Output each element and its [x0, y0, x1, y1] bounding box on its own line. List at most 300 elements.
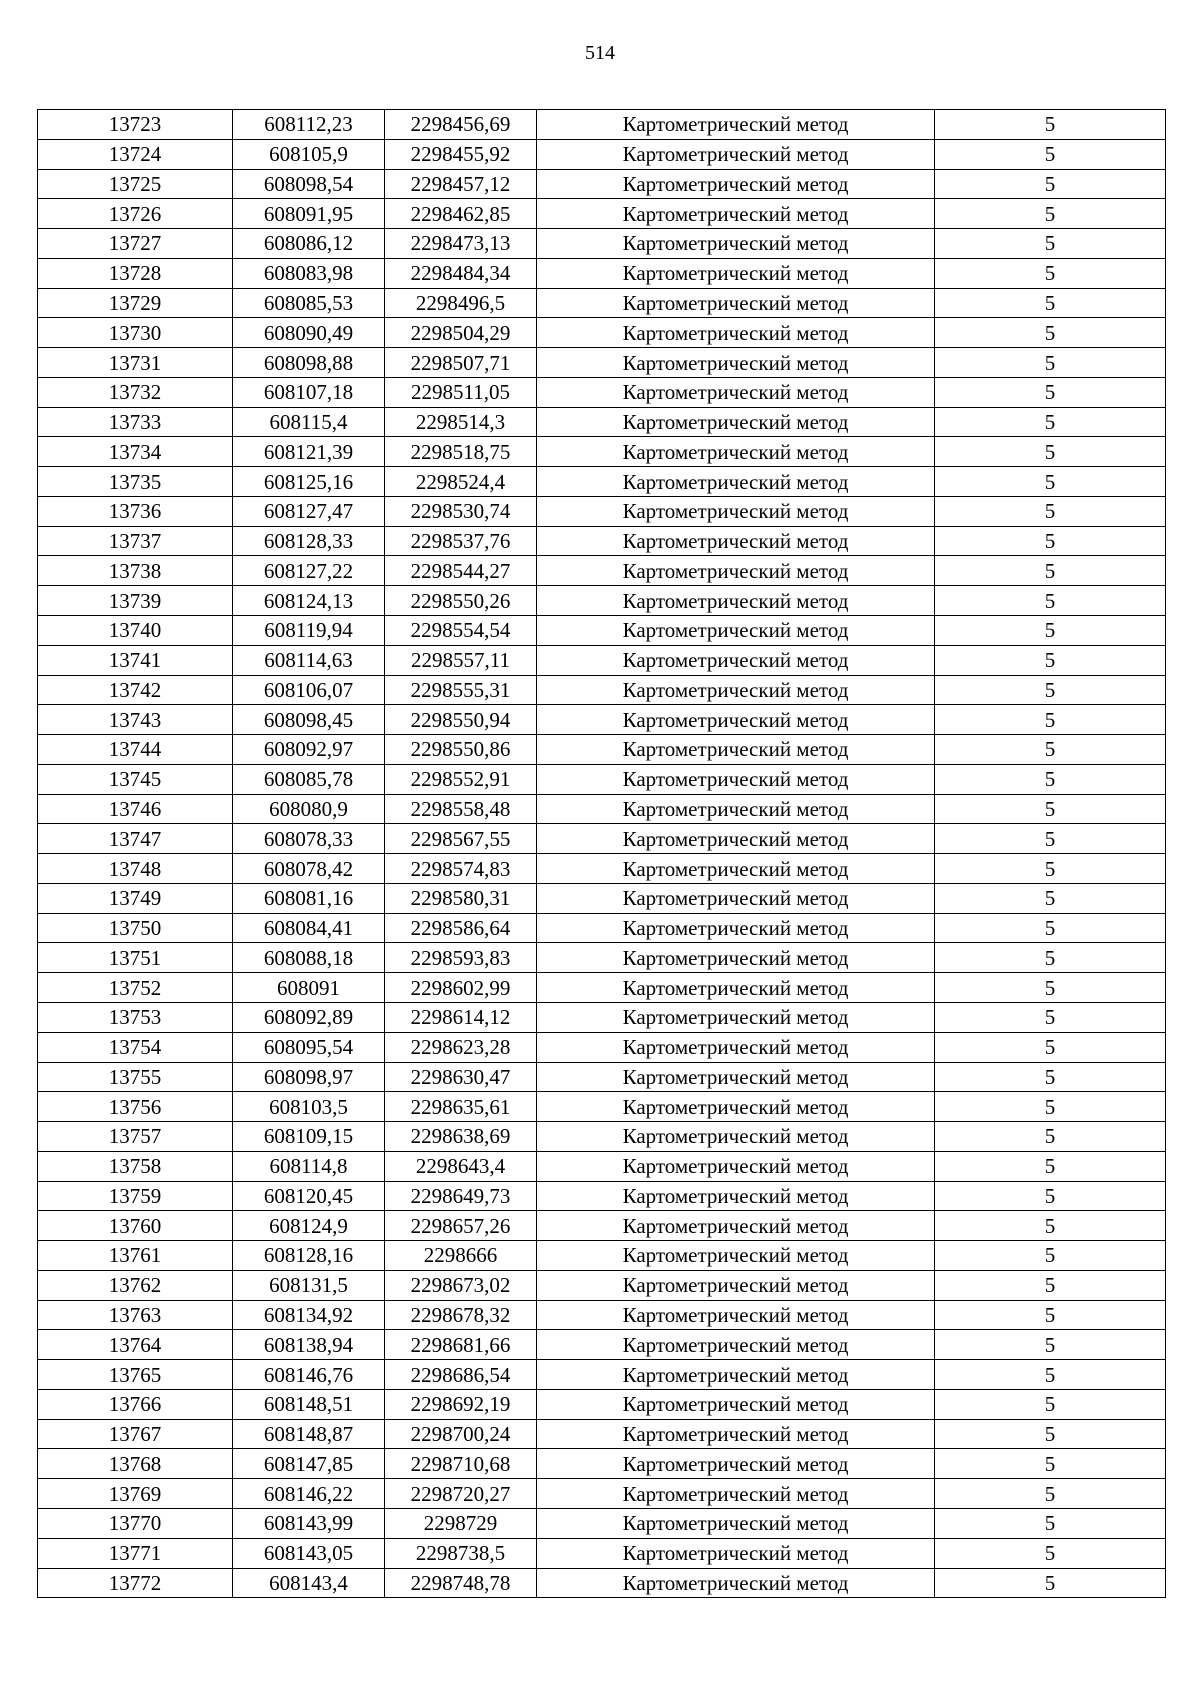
y-coordinate-cell: 2298574,83: [385, 854, 537, 884]
precision-cell: 5: [935, 199, 1166, 229]
precision-cell: 5: [935, 1270, 1166, 1300]
table-row: [38, 1508, 1166, 1538]
point-number-cell: 13754: [38, 1032, 233, 1062]
y-coordinate-cell: 2298700,24: [385, 1419, 537, 1449]
y-coordinate-cell: 2298649,73: [385, 1181, 537, 1211]
table-row: [38, 705, 1166, 735]
point-number-cell: 13742: [38, 675, 233, 705]
y-coordinate-cell: 2298550,94: [385, 705, 537, 735]
precision-cell: 5: [935, 1389, 1166, 1419]
x-coordinate-cell: 608091: [233, 973, 385, 1003]
table-row: [38, 496, 1166, 526]
y-coordinate-cell: 2298504,29: [385, 318, 537, 348]
method-cell: Картометрический метод: [537, 1151, 935, 1181]
y-coordinate-cell: 2298552,91: [385, 764, 537, 794]
precision-cell: 5: [935, 1360, 1166, 1390]
x-coordinate-cell: 608124,13: [233, 586, 385, 616]
y-coordinate-cell: 2298710,68: [385, 1449, 537, 1479]
x-coordinate-cell: 608078,33: [233, 824, 385, 854]
y-coordinate-cell: 2298473,13: [385, 229, 537, 259]
y-coordinate-cell: 2298729: [385, 1508, 537, 1538]
point-number-cell: 13744: [38, 735, 233, 765]
x-coordinate-cell: 608103,5: [233, 1092, 385, 1122]
y-coordinate-cell: 2298530,74: [385, 496, 537, 526]
method-cell: Картометрический метод: [537, 199, 935, 229]
table-row: [38, 735, 1166, 765]
point-number-cell: 13751: [38, 943, 233, 973]
precision-cell: 5: [935, 348, 1166, 378]
precision-cell: 5: [935, 616, 1166, 646]
method-cell: Картометрический метод: [537, 1032, 935, 1062]
table-row: [38, 437, 1166, 467]
point-number-cell: 13752: [38, 973, 233, 1003]
x-coordinate-cell: 608121,39: [233, 437, 385, 467]
x-coordinate-cell: 608124,9: [233, 1211, 385, 1241]
x-coordinate-cell: 608138,94: [233, 1330, 385, 1360]
precision-cell: 5: [935, 1002, 1166, 1032]
table-row: [38, 1151, 1166, 1181]
method-cell: Картометрический метод: [537, 288, 935, 318]
table-row: [38, 764, 1166, 794]
point-number-cell: 13761: [38, 1241, 233, 1271]
table-row: [38, 586, 1166, 616]
x-coordinate-cell: 608107,18: [233, 377, 385, 407]
x-coordinate-cell: 608143,99: [233, 1508, 385, 1538]
precision-cell: 5: [935, 258, 1166, 288]
x-coordinate-cell: 608148,87: [233, 1419, 385, 1449]
table-row: [38, 1211, 1166, 1241]
y-coordinate-cell: 2298558,48: [385, 794, 537, 824]
y-coordinate-cell: 2298657,26: [385, 1211, 537, 1241]
precision-cell: 5: [935, 169, 1166, 199]
table-row: [38, 943, 1166, 973]
method-cell: Картометрический метод: [537, 883, 935, 913]
x-coordinate-cell: 608086,12: [233, 229, 385, 259]
x-coordinate-cell: 608088,18: [233, 943, 385, 973]
point-number-cell: 13747: [38, 824, 233, 854]
x-coordinate-cell: 608090,49: [233, 318, 385, 348]
method-cell: Картометрический метод: [537, 1330, 935, 1360]
precision-cell: 5: [935, 496, 1166, 526]
y-coordinate-cell: 2298457,12: [385, 169, 537, 199]
point-number-cell: 13732: [38, 377, 233, 407]
point-number-cell: 13741: [38, 645, 233, 675]
method-cell: Картометрический метод: [537, 943, 935, 973]
y-coordinate-cell: 2298748,78: [385, 1568, 537, 1598]
point-number-cell: 13756: [38, 1092, 233, 1122]
x-coordinate-cell: 608127,22: [233, 556, 385, 586]
method-cell: Картометрический метод: [537, 139, 935, 169]
y-coordinate-cell: 2298602,99: [385, 973, 537, 1003]
table-row: [38, 913, 1166, 943]
y-coordinate-cell: 2298686,54: [385, 1360, 537, 1390]
precision-cell: 5: [935, 556, 1166, 586]
precision-cell: 5: [935, 883, 1166, 913]
precision-cell: 5: [935, 139, 1166, 169]
precision-cell: 5: [935, 794, 1166, 824]
precision-cell: 5: [935, 1538, 1166, 1568]
y-coordinate-cell: 2298614,12: [385, 1002, 537, 1032]
y-coordinate-cell: 2298518,75: [385, 437, 537, 467]
y-coordinate-cell: 2298524,4: [385, 467, 537, 497]
y-coordinate-cell: 2298557,11: [385, 645, 537, 675]
x-coordinate-cell: 608147,85: [233, 1449, 385, 1479]
y-coordinate-cell: 2298630,47: [385, 1062, 537, 1092]
method-cell: Картометрический метод: [537, 824, 935, 854]
table-row: [38, 556, 1166, 586]
point-number-cell: 13745: [38, 764, 233, 794]
y-coordinate-cell: 2298455,92: [385, 139, 537, 169]
method-cell: Картометрический метод: [537, 794, 935, 824]
point-number-cell: 13728: [38, 258, 233, 288]
method-cell: Картометрический метод: [537, 854, 935, 884]
table-row: [38, 229, 1166, 259]
precision-cell: 5: [935, 973, 1166, 1003]
coordinates-table: [37, 109, 1166, 1598]
x-coordinate-cell: 608085,78: [233, 764, 385, 794]
y-coordinate-cell: 2298484,34: [385, 258, 537, 288]
method-cell: Картометрический метод: [537, 1360, 935, 1390]
method-cell: Картометрический метод: [537, 1389, 935, 1419]
table-row: [38, 199, 1166, 229]
table-row: [38, 1002, 1166, 1032]
method-cell: Картометрический метод: [537, 973, 935, 1003]
page-number: 514: [585, 42, 615, 64]
x-coordinate-cell: 608114,63: [233, 645, 385, 675]
x-coordinate-cell: 608091,95: [233, 199, 385, 229]
table-row: [38, 824, 1166, 854]
precision-cell: 5: [935, 943, 1166, 973]
precision-cell: 5: [935, 437, 1166, 467]
x-coordinate-cell: 608109,15: [233, 1122, 385, 1152]
table-row: [38, 883, 1166, 913]
table-row: [38, 467, 1166, 497]
precision-cell: 5: [935, 377, 1166, 407]
table-row: [38, 1538, 1166, 1568]
table-row: [38, 794, 1166, 824]
x-coordinate-cell: 608131,5: [233, 1270, 385, 1300]
x-coordinate-cell: 608105,9: [233, 139, 385, 169]
precision-cell: 5: [935, 467, 1166, 497]
point-number-cell: 13758: [38, 1151, 233, 1181]
point-number-cell: 13755: [38, 1062, 233, 1092]
x-coordinate-cell: 608080,9: [233, 794, 385, 824]
method-cell: Картометрический метод: [537, 229, 935, 259]
point-number-cell: 13724: [38, 139, 233, 169]
table-row: [38, 1330, 1166, 1360]
x-coordinate-cell: 608112,23: [233, 110, 385, 140]
precision-cell: 5: [935, 526, 1166, 556]
table-row: [38, 1092, 1166, 1122]
table-row: [38, 348, 1166, 378]
y-coordinate-cell: 2298720,27: [385, 1479, 537, 1509]
precision-cell: 5: [935, 1032, 1166, 1062]
method-cell: Картометрический метод: [537, 467, 935, 497]
method-cell: Картометрический метод: [537, 437, 935, 467]
table-row: [38, 1479, 1166, 1509]
precision-cell: 5: [935, 675, 1166, 705]
method-cell: Картометрический метод: [537, 1508, 935, 1538]
precision-cell: 5: [935, 854, 1166, 884]
table-row: [38, 973, 1166, 1003]
table-row: [38, 318, 1166, 348]
y-coordinate-cell: 2298550,86: [385, 735, 537, 765]
method-cell: Картометрический метод: [537, 586, 935, 616]
point-number-cell: 13734: [38, 437, 233, 467]
x-coordinate-cell: 608084,41: [233, 913, 385, 943]
method-cell: Картометрический метод: [537, 1092, 935, 1122]
method-cell: Картометрический метод: [537, 1449, 935, 1479]
method-cell: Картометрический метод: [537, 705, 935, 735]
point-number-cell: 13750: [38, 913, 233, 943]
x-coordinate-cell: 608127,47: [233, 496, 385, 526]
method-cell: Картометрический метод: [537, 1419, 935, 1449]
table-row: [38, 1419, 1166, 1449]
x-coordinate-cell: 608098,88: [233, 348, 385, 378]
y-coordinate-cell: 2298673,02: [385, 1270, 537, 1300]
table-row: [38, 1300, 1166, 1330]
y-coordinate-cell: 2298511,05: [385, 377, 537, 407]
table-row: [38, 407, 1166, 437]
precision-cell: 5: [935, 1300, 1166, 1330]
method-cell: Картометрический метод: [537, 1002, 935, 1032]
point-number-cell: 13725: [38, 169, 233, 199]
precision-cell: 5: [935, 1092, 1166, 1122]
x-coordinate-cell: 608143,4: [233, 1568, 385, 1598]
method-cell: Картометрический метод: [537, 556, 935, 586]
table-row: [38, 1389, 1166, 1419]
x-coordinate-cell: 608092,97: [233, 735, 385, 765]
method-cell: Картометрический метод: [537, 169, 935, 199]
precision-cell: 5: [935, 110, 1166, 140]
point-number-cell: 13723: [38, 110, 233, 140]
y-coordinate-cell: 2298681,66: [385, 1330, 537, 1360]
table-row: [38, 1122, 1166, 1152]
point-number-cell: 13771: [38, 1538, 233, 1568]
point-number-cell: 13765: [38, 1360, 233, 1390]
precision-cell: 5: [935, 1330, 1166, 1360]
x-coordinate-cell: 608146,76: [233, 1360, 385, 1390]
y-coordinate-cell: 2298537,76: [385, 526, 537, 556]
point-number-cell: 13759: [38, 1181, 233, 1211]
precision-cell: 5: [935, 824, 1166, 854]
x-coordinate-cell: 608083,98: [233, 258, 385, 288]
y-coordinate-cell: 2298643,4: [385, 1151, 537, 1181]
point-number-cell: 13749: [38, 883, 233, 913]
point-number-cell: 13733: [38, 407, 233, 437]
point-number-cell: 13738: [38, 556, 233, 586]
precision-cell: 5: [935, 1241, 1166, 1271]
x-coordinate-cell: 608098,97: [233, 1062, 385, 1092]
y-coordinate-cell: 2298514,3: [385, 407, 537, 437]
table-row: [38, 1360, 1166, 1390]
table-row: [38, 1568, 1166, 1598]
method-cell: Картометрический метод: [537, 913, 935, 943]
method-cell: Картометрический метод: [537, 1062, 935, 1092]
y-coordinate-cell: 2298544,27: [385, 556, 537, 586]
method-cell: Картометрический метод: [537, 1122, 935, 1152]
point-number-cell: 13770: [38, 1508, 233, 1538]
method-cell: Картометрический метод: [537, 1181, 935, 1211]
x-coordinate-cell: 608120,45: [233, 1181, 385, 1211]
y-coordinate-cell: 2298496,5: [385, 288, 537, 318]
point-number-cell: 13735: [38, 467, 233, 497]
precision-cell: 5: [935, 1211, 1166, 1241]
precision-cell: 5: [935, 229, 1166, 259]
method-cell: Картометрический метод: [537, 526, 935, 556]
y-coordinate-cell: 2298666: [385, 1241, 537, 1271]
method-cell: Картометрический метод: [537, 735, 935, 765]
point-number-cell: 13740: [38, 616, 233, 646]
precision-cell: 5: [935, 705, 1166, 735]
method-cell: Картометрический метод: [537, 1300, 935, 1330]
precision-cell: 5: [935, 1419, 1166, 1449]
table-row: [38, 288, 1166, 318]
method-cell: Картометрический метод: [537, 110, 935, 140]
point-number-cell: 13768: [38, 1449, 233, 1479]
x-coordinate-cell: 608134,92: [233, 1300, 385, 1330]
y-coordinate-cell: 2298580,31: [385, 883, 537, 913]
precision-cell: 5: [935, 735, 1166, 765]
method-cell: Картометрический метод: [537, 1211, 935, 1241]
point-number-cell: 13767: [38, 1419, 233, 1449]
point-number-cell: 13743: [38, 705, 233, 735]
x-coordinate-cell: 608128,16: [233, 1241, 385, 1271]
table-row: [38, 1062, 1166, 1092]
x-coordinate-cell: 608078,42: [233, 854, 385, 884]
table-row: [38, 169, 1166, 199]
point-number-cell: 13727: [38, 229, 233, 259]
method-cell: Картометрический метод: [537, 764, 935, 794]
point-number-cell: 13764: [38, 1330, 233, 1360]
point-number-cell: 13736: [38, 496, 233, 526]
x-coordinate-cell: 608092,89: [233, 1002, 385, 1032]
precision-cell: 5: [935, 1508, 1166, 1538]
table-row: [38, 110, 1166, 140]
precision-cell: 5: [935, 645, 1166, 675]
table-row: [38, 675, 1166, 705]
precision-cell: 5: [935, 1479, 1166, 1509]
method-cell: Картометрический метод: [537, 1538, 935, 1568]
x-coordinate-cell: 608114,8: [233, 1151, 385, 1181]
precision-cell: 5: [935, 1449, 1166, 1479]
point-number-cell: 13726: [38, 199, 233, 229]
method-cell: Картометрический метод: [537, 407, 935, 437]
table-row: [38, 258, 1166, 288]
y-coordinate-cell: 2298586,64: [385, 913, 537, 943]
point-number-cell: 13748: [38, 854, 233, 884]
table-row: [38, 645, 1166, 675]
point-number-cell: 13762: [38, 1270, 233, 1300]
x-coordinate-cell: 608081,16: [233, 883, 385, 913]
point-number-cell: 13737: [38, 526, 233, 556]
precision-cell: 5: [935, 913, 1166, 943]
x-coordinate-cell: 608115,4: [233, 407, 385, 437]
y-coordinate-cell: 2298692,19: [385, 1389, 537, 1419]
x-coordinate-cell: 608143,05: [233, 1538, 385, 1568]
table-row: [38, 854, 1166, 884]
point-number-cell: 13763: [38, 1300, 233, 1330]
y-coordinate-cell: 2298507,71: [385, 348, 537, 378]
x-coordinate-cell: 608125,16: [233, 467, 385, 497]
y-coordinate-cell: 2298638,69: [385, 1122, 537, 1152]
precision-cell: 5: [935, 288, 1166, 318]
precision-cell: 5: [935, 1062, 1166, 1092]
precision-cell: 5: [935, 1181, 1166, 1211]
coordinates-table-body: [38, 110, 1166, 1598]
x-coordinate-cell: 608098,45: [233, 705, 385, 735]
point-number-cell: 13760: [38, 1211, 233, 1241]
y-coordinate-cell: 2298550,26: [385, 586, 537, 616]
y-coordinate-cell: 2298623,28: [385, 1032, 537, 1062]
y-coordinate-cell: 2298678,32: [385, 1300, 537, 1330]
method-cell: Картометрический метод: [537, 258, 935, 288]
y-coordinate-cell: 2298554,54: [385, 616, 537, 646]
precision-cell: 5: [935, 318, 1166, 348]
table-row: [38, 1032, 1166, 1062]
table-row: [38, 139, 1166, 169]
precision-cell: 5: [935, 764, 1166, 794]
precision-cell: 5: [935, 586, 1166, 616]
point-number-cell: 13757: [38, 1122, 233, 1152]
x-coordinate-cell: 608146,22: [233, 1479, 385, 1509]
method-cell: Картометрический метод: [537, 348, 935, 378]
method-cell: Картометрический метод: [537, 1241, 935, 1271]
method-cell: Картометрический метод: [537, 645, 935, 675]
precision-cell: 5: [935, 1151, 1166, 1181]
point-number-cell: 13766: [38, 1389, 233, 1419]
method-cell: Картометрический метод: [537, 1568, 935, 1598]
y-coordinate-cell: 2298456,69: [385, 110, 537, 140]
point-number-cell: 13730: [38, 318, 233, 348]
x-coordinate-cell: 608128,33: [233, 526, 385, 556]
y-coordinate-cell: 2298593,83: [385, 943, 537, 973]
table-row: [38, 1181, 1166, 1211]
precision-cell: 5: [935, 407, 1166, 437]
method-cell: Картометрический метод: [537, 318, 935, 348]
precision-cell: 5: [935, 1122, 1166, 1152]
x-coordinate-cell: 608119,94: [233, 616, 385, 646]
method-cell: Картометрический метод: [537, 496, 935, 526]
method-cell: Картометрический метод: [537, 377, 935, 407]
point-number-cell: 13772: [38, 1568, 233, 1598]
precision-cell: 5: [935, 1568, 1166, 1598]
method-cell: Картометрический метод: [537, 1270, 935, 1300]
table-row: [38, 377, 1166, 407]
table-row: [38, 1241, 1166, 1271]
y-coordinate-cell: 2298567,55: [385, 824, 537, 854]
table-row: [38, 526, 1166, 556]
method-cell: Картометрический метод: [537, 616, 935, 646]
point-number-cell: 13739: [38, 586, 233, 616]
x-coordinate-cell: 608085,53: [233, 288, 385, 318]
y-coordinate-cell: 2298555,31: [385, 675, 537, 705]
point-number-cell: 13731: [38, 348, 233, 378]
table-row: [38, 1270, 1166, 1300]
x-coordinate-cell: 608106,07: [233, 675, 385, 705]
x-coordinate-cell: 608095,54: [233, 1032, 385, 1062]
point-number-cell: 13729: [38, 288, 233, 318]
x-coordinate-cell: 608098,54: [233, 169, 385, 199]
table-row: [38, 616, 1166, 646]
point-number-cell: 13769: [38, 1479, 233, 1509]
y-coordinate-cell: 2298738,5: [385, 1538, 537, 1568]
table-row: [38, 1449, 1166, 1479]
method-cell: Картометрический метод: [537, 675, 935, 705]
point-number-cell: 13753: [38, 1002, 233, 1032]
method-cell: Картометрический метод: [537, 1479, 935, 1509]
point-number-cell: 13746: [38, 794, 233, 824]
